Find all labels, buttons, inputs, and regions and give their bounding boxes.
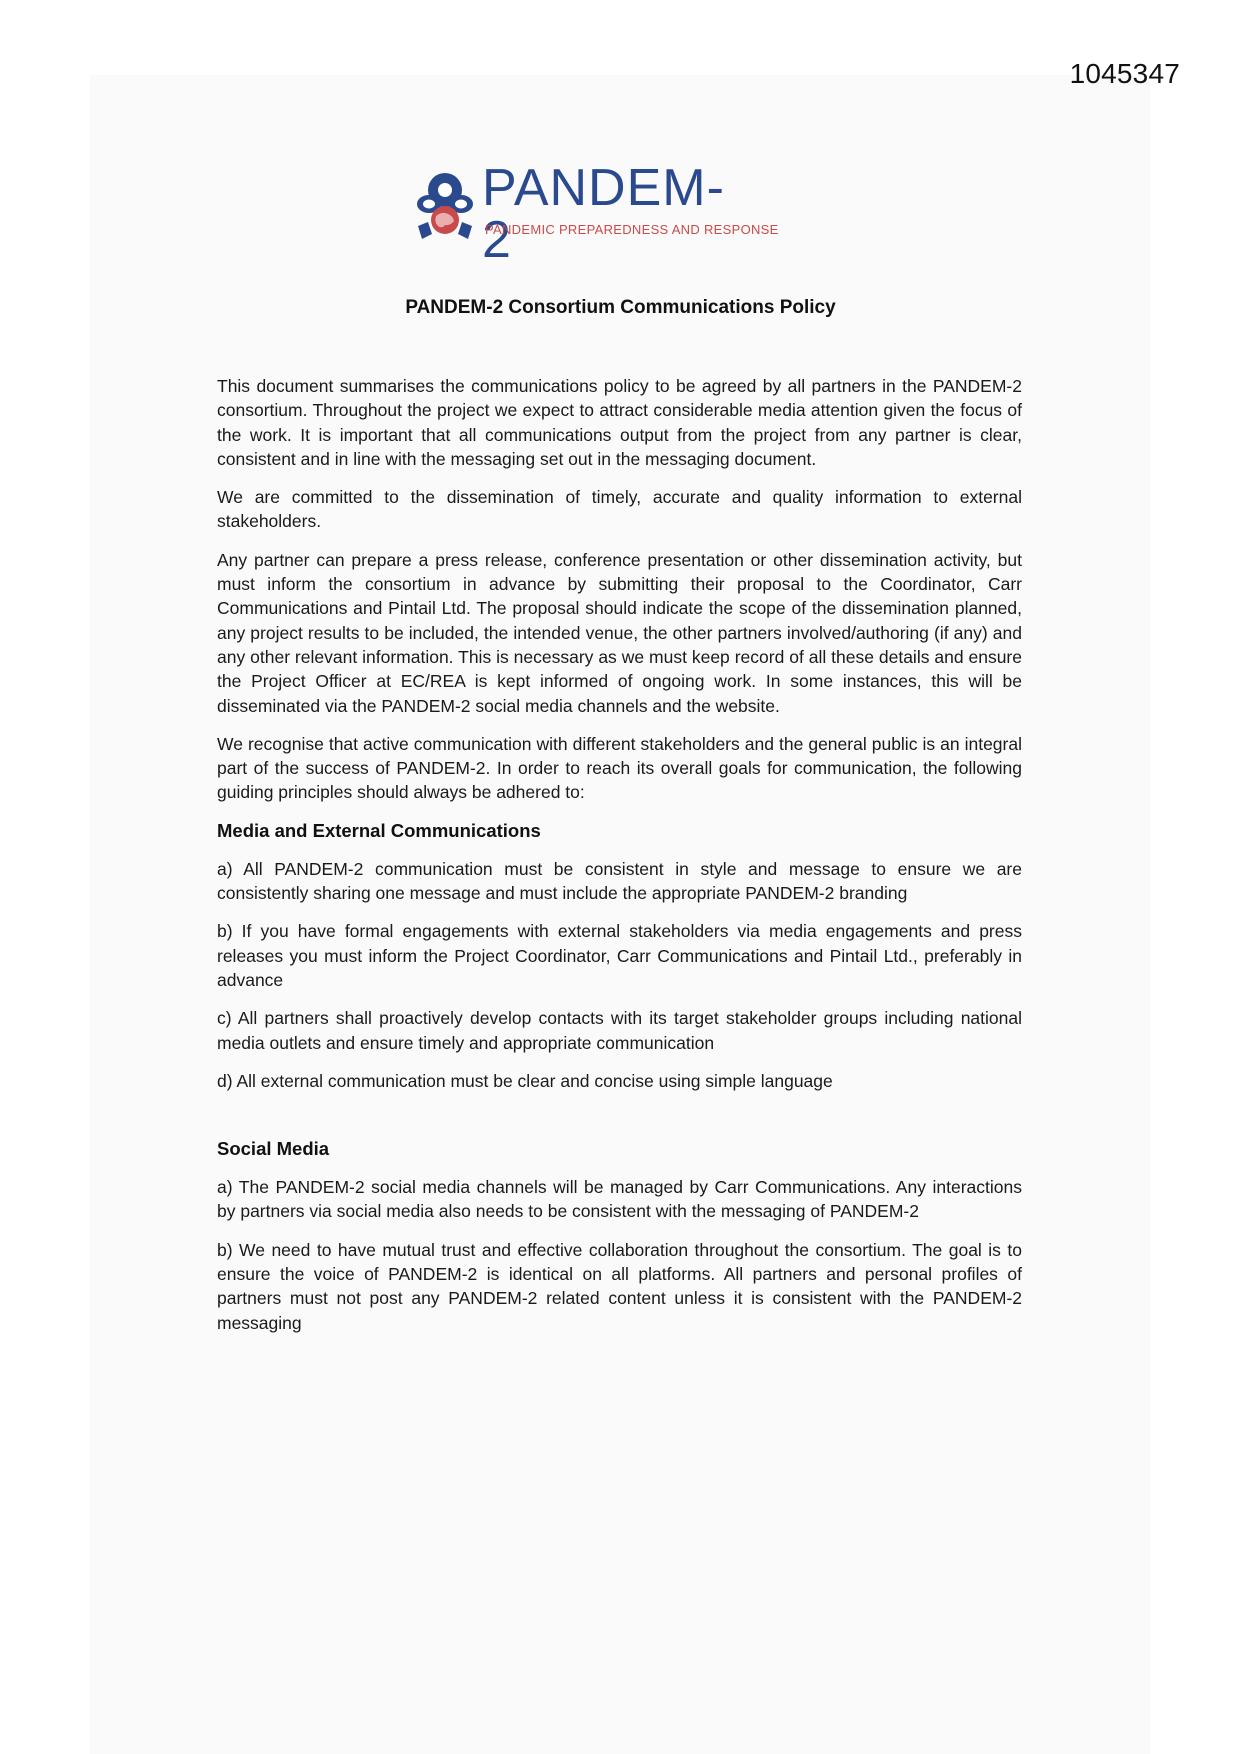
list-item: b) If you have formal engagements with external stakeholders via media engagements and press releases you must inform the Project Coordinator, Carr Communications and Pintail Ltd., preferably in advance [217,921,1022,990]
logo-wordmark: PANDEM-2 [482,159,725,269]
spacer [217,1107,1022,1137]
section-heading-media: Media and External Communications [217,819,541,841]
gas-mask-icon [412,168,478,248]
intro-paragraph: We recognise that active communication with different stakeholders and the general public is an integral part of the success of PANDEM-2. In order to reach its overall goals for communication, the following guiding principles should always be adhered to: [217,733,1022,803]
intro-paragraph: Any partner can prepare a press release, conference presentation or other dissemination activity, but must inform the consortium in advance by submitting their proposal to the Coordinator, Carr Communications and Pintail Ltd. The proposal should indicate the scope of the dissemination planned, any project results to be included, the intended venue, the other partners involved/authoring (if any) and any other relevant information. This is necessary as we must keep record of all these details and ensure the Project Officer at EC/REA is kept informed of ongoing work. In some instances, this will be disseminated via the PANDEM-2 social media channels and the website. [217,549,1022,716]
intro-paragraph: This document summarises the communications policy to be agreed by all partners in the PANDEM-2 consortium. Throughout the project we expect to attract considerable media attention given the focus of the work. It is important that all communications output from the project from any partner is clear, consistent and in line with the messaging set out in the messaging document. [217,376,1022,469]
list-item: c) All partners shall proactively develop contacts with its target stakeholder groups including national media outlets and ensure timely and appropriate communication [217,1008,1022,1053]
document-body [217,374,1022,1349]
logo-tagline: PANDEMIC PREPAREDNESS AND RESPONSE [485,222,779,237]
page-title: PANDEM-2 Consortium Communications Policy [405,297,836,318]
intro-paragraph: We are committed to the dissemination of timely, accurate and quality information to external stakeholders. [217,487,1022,532]
document-number: 1045347 [1069,58,1180,89]
list-item: a) The PANDEM-2 social media channels will be managed by Carr Communications. Any interactions by partners via social media also needs to be consistent with the messaging of PANDEM-2 [217,1177,1022,1222]
pandem-logo [412,159,779,269]
list-item: d) All external communication must be clear and concise using simple language [217,1070,833,1091]
section-heading-social: Social Media [217,1138,330,1160]
list-item: a) All PANDEM-2 communication must be consistent in style and message to ensure we are consistently sharing one message and must include the appropriate PANDEM-2 branding [217,858,1022,904]
list-item: b) We need to have mutual trust and effective collaboration throughout the consortium. The goal is to ensure the voice of PANDEM-2 is identical on all platforms. All partners and personal profiles of partners must not post any PANDEM-2 related content unless it is consistent with the PANDEM-2 messaging [217,1239,1022,1333]
